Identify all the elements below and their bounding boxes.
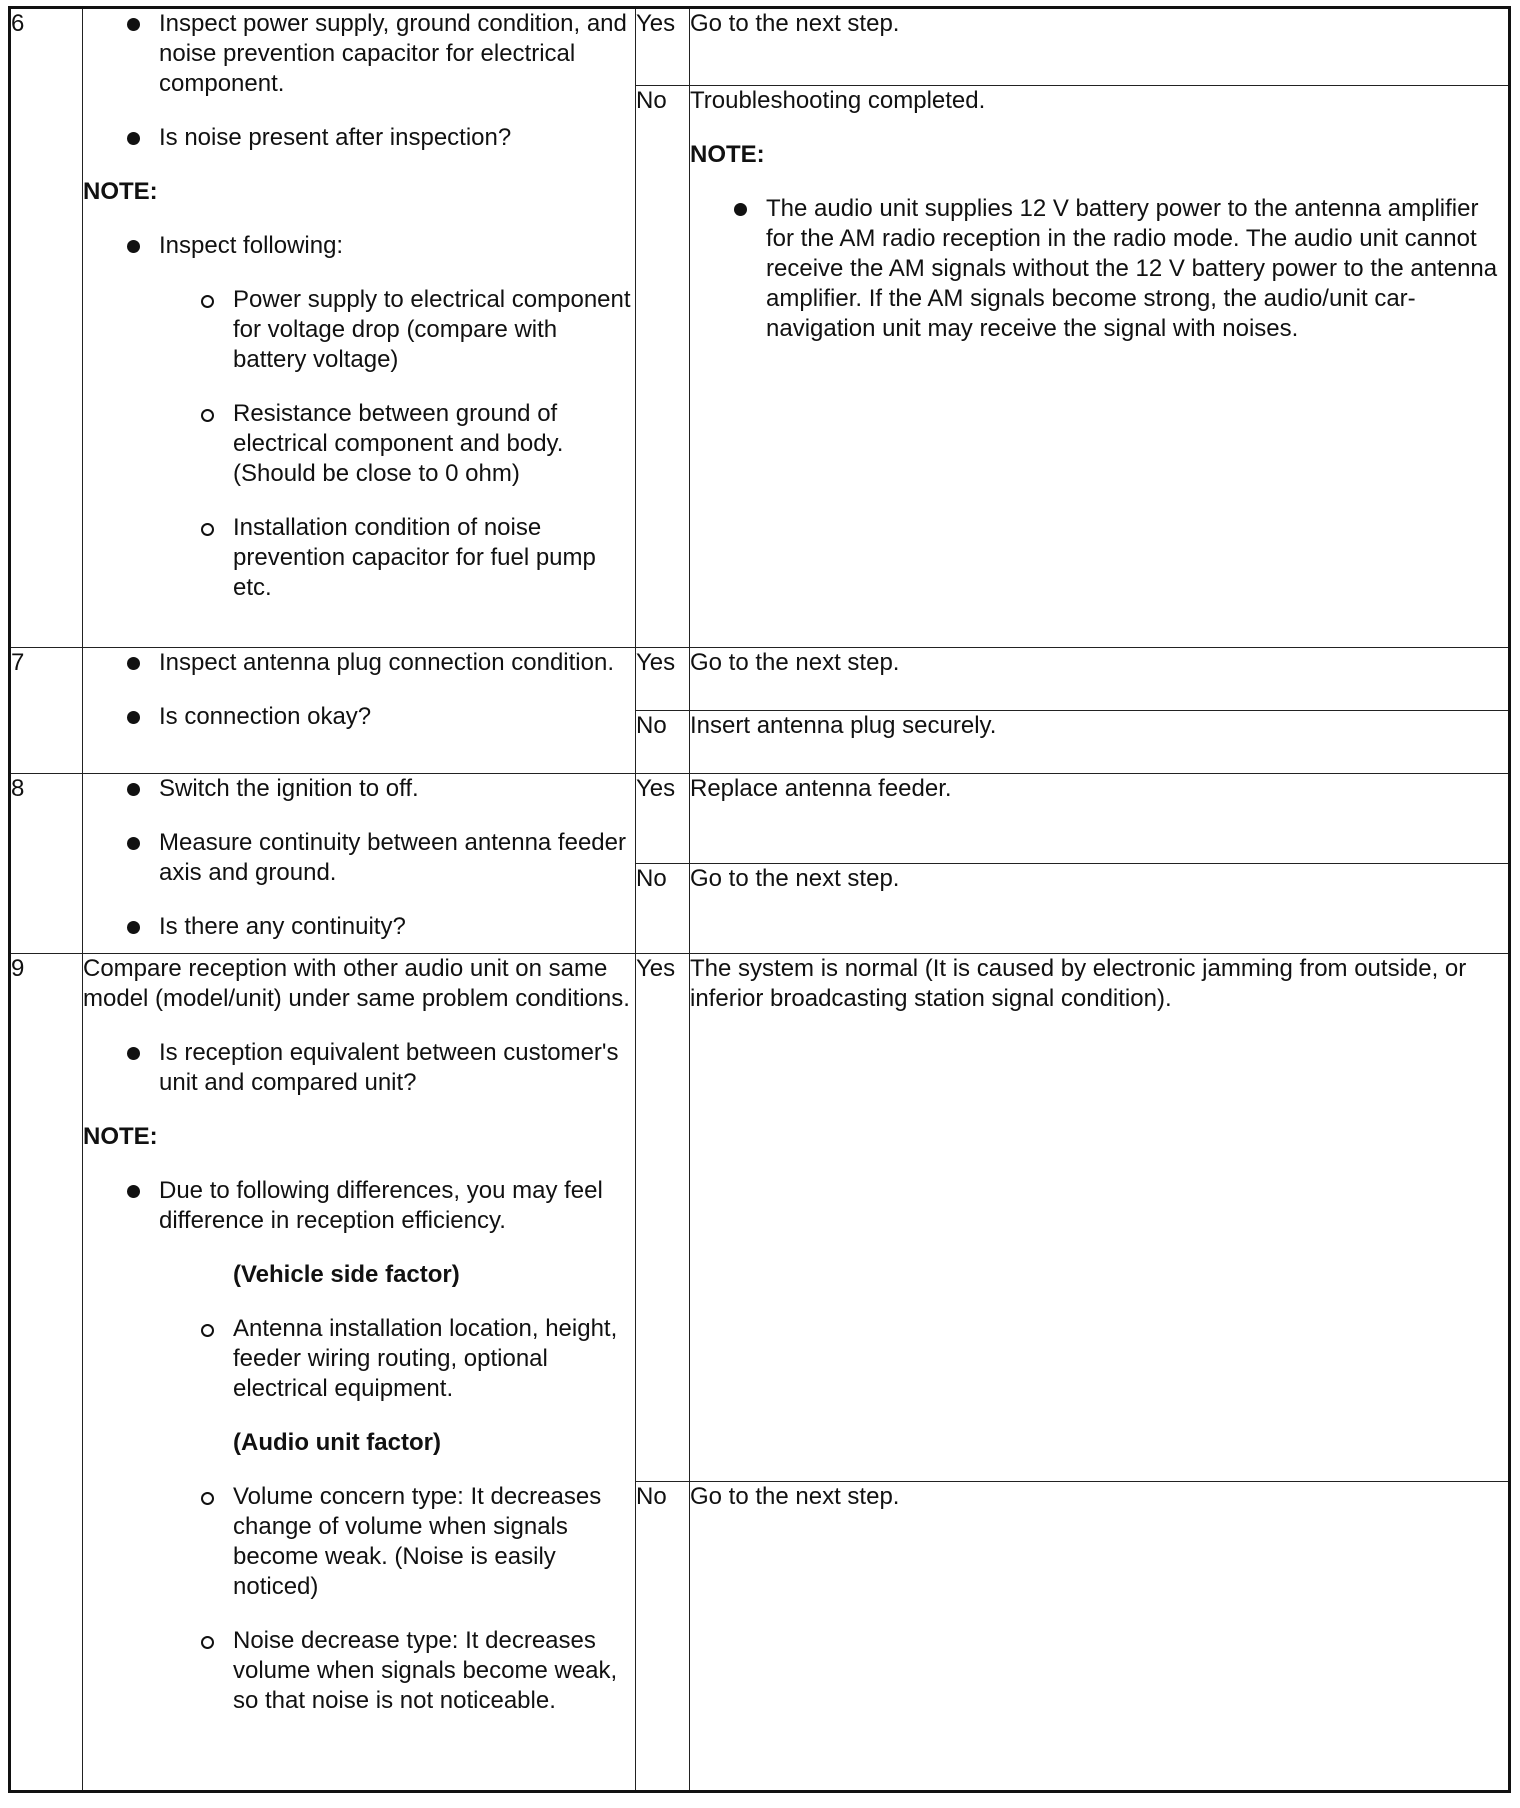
yes-action: Replace antenna feeder. xyxy=(690,774,1510,864)
yes-label: Yes xyxy=(636,8,690,86)
table-row-step-8 xyxy=(10,774,1510,864)
factor-sub-item: Volume concern type: It decreases change of volume when signals become weak. (Noise is easily noticed) xyxy=(83,1482,635,1602)
step-number: 6 xyxy=(10,8,83,648)
inspection-bullet: Is noise present after inspection? xyxy=(83,123,635,153)
bullet-icon xyxy=(734,203,747,216)
bullet-icon xyxy=(127,711,140,724)
bullet-icon xyxy=(127,1047,140,1060)
bullet-icon xyxy=(127,132,140,145)
note-bullet: The audio unit supplies 12 V battery power to the antenna amplifier for the AM radio reception in the radio mode. The audio unit cannot receive the AM signals without the 12 V battery power to the antenna amplifier. If the AM signals become strong, the audio/unit car-navigation unit may receive the signal with noises. xyxy=(690,194,1508,344)
bullet-icon xyxy=(127,921,140,934)
sub-bullet-icon xyxy=(201,1636,214,1649)
no-action: Go to the next step. xyxy=(690,864,1510,954)
yes-action: Go to the next step. xyxy=(690,648,1510,711)
inspection-bullet: Inspect power supply, ground condition, and noise prevention capacitor for electrical component. xyxy=(83,9,635,99)
yes-action: Go to the next step. xyxy=(690,8,1510,86)
note-sub-item: Resistance between ground of electrical component and body. (Should be close to 0 ohm) xyxy=(83,399,635,489)
troubleshooting-page xyxy=(8,6,1508,1793)
bullet-icon xyxy=(127,783,140,796)
step-number: 9 xyxy=(10,954,83,1792)
no-action: Insert antenna plug securely. xyxy=(690,711,1510,774)
diagnostic-procedure-table xyxy=(8,6,1511,1793)
yes-action: The system is normal (It is caused by electronic jamming from outside, or inferior broadcasting station signal condition). xyxy=(690,954,1510,1482)
factor-heading: (Vehicle side factor) xyxy=(233,1261,460,1288)
bullet-icon xyxy=(127,1185,140,1198)
sub-bullet-icon xyxy=(201,1492,214,1505)
note-label: NOTE: xyxy=(690,141,765,168)
inspection-cell xyxy=(83,954,636,1792)
no-action-cell xyxy=(690,86,1510,648)
note-sub-item: Power supply to electrical component for voltage drop (compare with battery voltage) xyxy=(83,285,635,375)
inspection-cell xyxy=(83,774,636,954)
no-label: No xyxy=(636,1482,690,1792)
note-sub-item: Installation condition of noise prevention capacitor for fuel pump etc. xyxy=(83,513,635,603)
inspection-bullet: Inspect antenna plug connection condition. xyxy=(83,648,635,678)
note-label: NOTE: xyxy=(83,1123,158,1150)
yes-label: Yes xyxy=(636,954,690,1482)
bullet-icon xyxy=(127,837,140,850)
table-row-step-9 xyxy=(10,954,1510,1482)
no-action: Go to the next step. xyxy=(690,1482,1510,1792)
inspection-bullet: Is connection okay? xyxy=(83,702,635,732)
note-bullet: Inspect following: xyxy=(83,231,635,261)
factor-heading: (Audio unit factor) xyxy=(233,1429,441,1456)
inspection-bullet: Measure continuity between antenna feeder axis and ground. xyxy=(83,828,635,888)
no-label: No xyxy=(636,711,690,774)
no-label: No xyxy=(636,86,690,648)
inspection-cell xyxy=(83,8,636,648)
note-label: NOTE: xyxy=(83,178,158,205)
note-bullet: Due to following differences, you may feel difference in reception efficiency. xyxy=(83,1176,635,1236)
bullet-icon xyxy=(127,657,140,670)
table-row-step-6 xyxy=(10,8,1510,86)
step-number: 7 xyxy=(10,648,83,774)
sub-bullet-icon xyxy=(201,295,214,308)
step-number: 8 xyxy=(10,774,83,954)
yes-label: Yes xyxy=(636,774,690,864)
inspection-bullet: Is there any continuity? xyxy=(83,912,635,942)
inspection-intro: Compare reception with other audio unit on same model (model/unit) under same problem conditions. xyxy=(83,955,630,1012)
factor-sub-item: Antenna installation location, height, feeder wiring routing, optional electrical equipment. xyxy=(83,1314,635,1404)
bullet-icon xyxy=(127,240,140,253)
sub-bullet-icon xyxy=(201,1324,214,1337)
yes-label: Yes xyxy=(636,648,690,711)
factor-sub-item: Noise decrease type: It decreases volume when signals become weak, so that noise is not noticeable. xyxy=(83,1626,635,1716)
sub-bullet-icon xyxy=(201,523,214,536)
no-action: Troubleshooting completed. xyxy=(690,87,986,114)
table-row-step-7 xyxy=(10,648,1510,711)
no-label: No xyxy=(636,864,690,954)
sub-bullet-icon xyxy=(201,409,214,422)
inspection-bullet: Switch the ignition to off. xyxy=(83,774,635,804)
inspection-bullet: Is reception equivalent between customer's unit and compared unit? xyxy=(83,1038,635,1098)
bullet-icon xyxy=(127,18,140,31)
inspection-cell xyxy=(83,648,636,774)
